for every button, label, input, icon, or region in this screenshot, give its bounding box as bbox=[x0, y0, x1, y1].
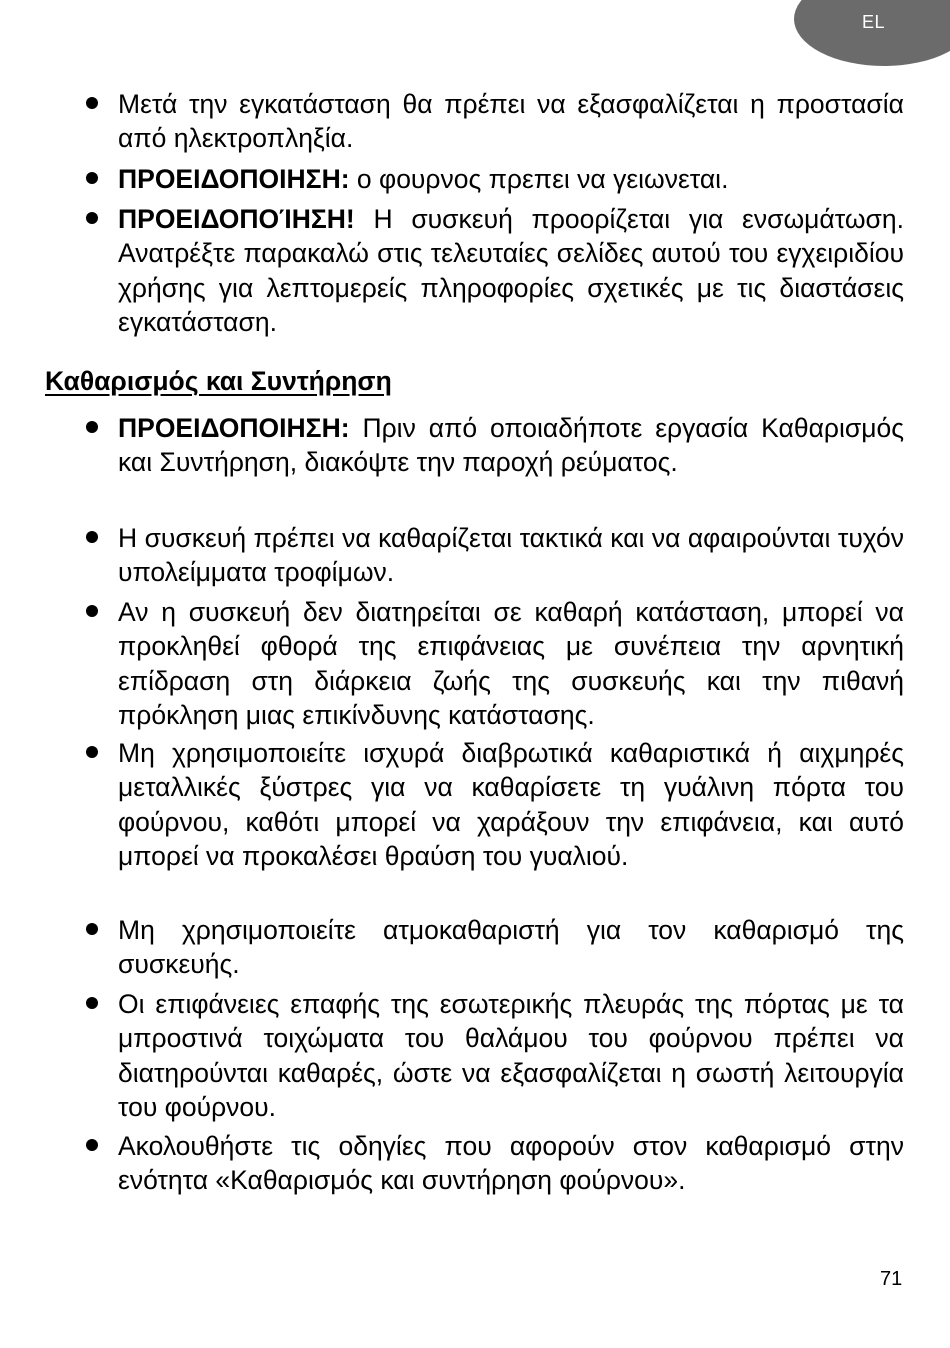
bullet-icon bbox=[86, 421, 98, 433]
page-number: 71 bbox=[880, 1268, 903, 1290]
list-item bbox=[118, 162, 904, 196]
list-item bbox=[118, 202, 904, 340]
list-item bbox=[118, 987, 904, 1125]
list-item bbox=[118, 736, 904, 874]
item-text: Η συσκευή προορίζεται για ενσωμάτωση. Ανατρέξτε παρακαλώ στις τελευταίες σελίδες αυτού του εγχειριδίου χρήσης για λεπτομερείς πληροφορίες σχετικές με τις διαστάσεις εγκατάσταση. bbox=[118, 204, 904, 338]
bullet-icon bbox=[86, 923, 98, 935]
list-item bbox=[118, 87, 904, 156]
item-strong: ΠΡΟΕΙΔΟΠΟΊΗΣΗ! bbox=[118, 204, 355, 234]
language-code: EL bbox=[862, 12, 886, 32]
bullet-icon bbox=[86, 212, 98, 224]
bullet-icon bbox=[86, 1139, 98, 1151]
bullet-icon bbox=[86, 746, 98, 758]
item-text: Μετά την εγκατάσταση θα πρέπει να εξασφαλίζεται η προστασία από ηλεκτροπληξία. bbox=[118, 89, 904, 154]
list-item bbox=[118, 521, 904, 590]
list-item bbox=[118, 411, 904, 480]
list-item bbox=[118, 1129, 904, 1198]
section-title: Καθαρισμός και Συντήρηση bbox=[45, 366, 392, 396]
item-text: Οι επιφάνειες επαφής της εσωτερικής πλευράς της πόρτας με τα μπροστινά τοιχώματα του θαλάμου του φούρνου πρέπει να διατηρούνται καθαρές, ώστε να εξασφαλίζεται η σωστή λειτουργία του φούρνου. bbox=[118, 989, 904, 1123]
item-text: Μη χρησιμοποιείτε ισχυρά διαβρωτικά καθαριστικά ή αιχμηρές μεταλλικές ξύστρες για να καθαρίσετε τη γυάλινη πόρτα του φούρνου, καθότι μπορεί να χαράξουν την επιφάνεια, και αυτό μπορεί να προκαλέσει θραύση του γυαλιού. bbox=[118, 738, 904, 872]
item-text: Ακολουθήστε τις οδηγίες που αφορούν στον καθαρισμό στην ενότητα «Καθαρισμός και συντήρηση φούρνου». bbox=[118, 1131, 904, 1196]
list-item bbox=[118, 595, 904, 733]
bullet-icon bbox=[86, 172, 98, 184]
item-strong: ΠΡΟΕΙΔΟΠΟΙΗΣΗ: bbox=[118, 413, 350, 443]
item-text: ο φουρνος πρεπει να γειωνεται. bbox=[356, 164, 729, 194]
item-text: Μη χρησιμοποιείτε ατμοκαθαριστή για τον καθαρισμό της συσκευής. bbox=[118, 915, 904, 980]
item-text: Η συσκευή πρέπει να καθαρίζεται τακτικά και να αφαιρούνται τυχόν υπολείμματα τροφίμων. bbox=[118, 523, 904, 588]
item-text: Αν η συσκευή δεν διατηρείται σε καθαρή κατάσταση, μπορεί να προκληθεί φθορά της επιφάνειας με συνέπεια την αρνητική επίδραση στη διάρκεια ζωής της συσκευής και την πιθανή πρόκληση μιας επικίνδυνης κατάστασης. bbox=[118, 597, 904, 731]
bullet-icon bbox=[86, 531, 98, 543]
language-tab bbox=[794, 0, 950, 66]
item-text: Πριν από οποιαδήποτε εργασία Καθαρισμός και Συντήρηση, διακόψτε την παροχή ρεύματος. bbox=[118, 413, 904, 478]
list-item bbox=[118, 913, 904, 982]
bullet-icon bbox=[86, 605, 98, 617]
bullet-icon bbox=[86, 97, 98, 109]
item-strong: ΠΡΟΕΙΔΟΠΟΙΗΣΗ: bbox=[118, 164, 350, 194]
bullet-icon bbox=[86, 997, 98, 1009]
